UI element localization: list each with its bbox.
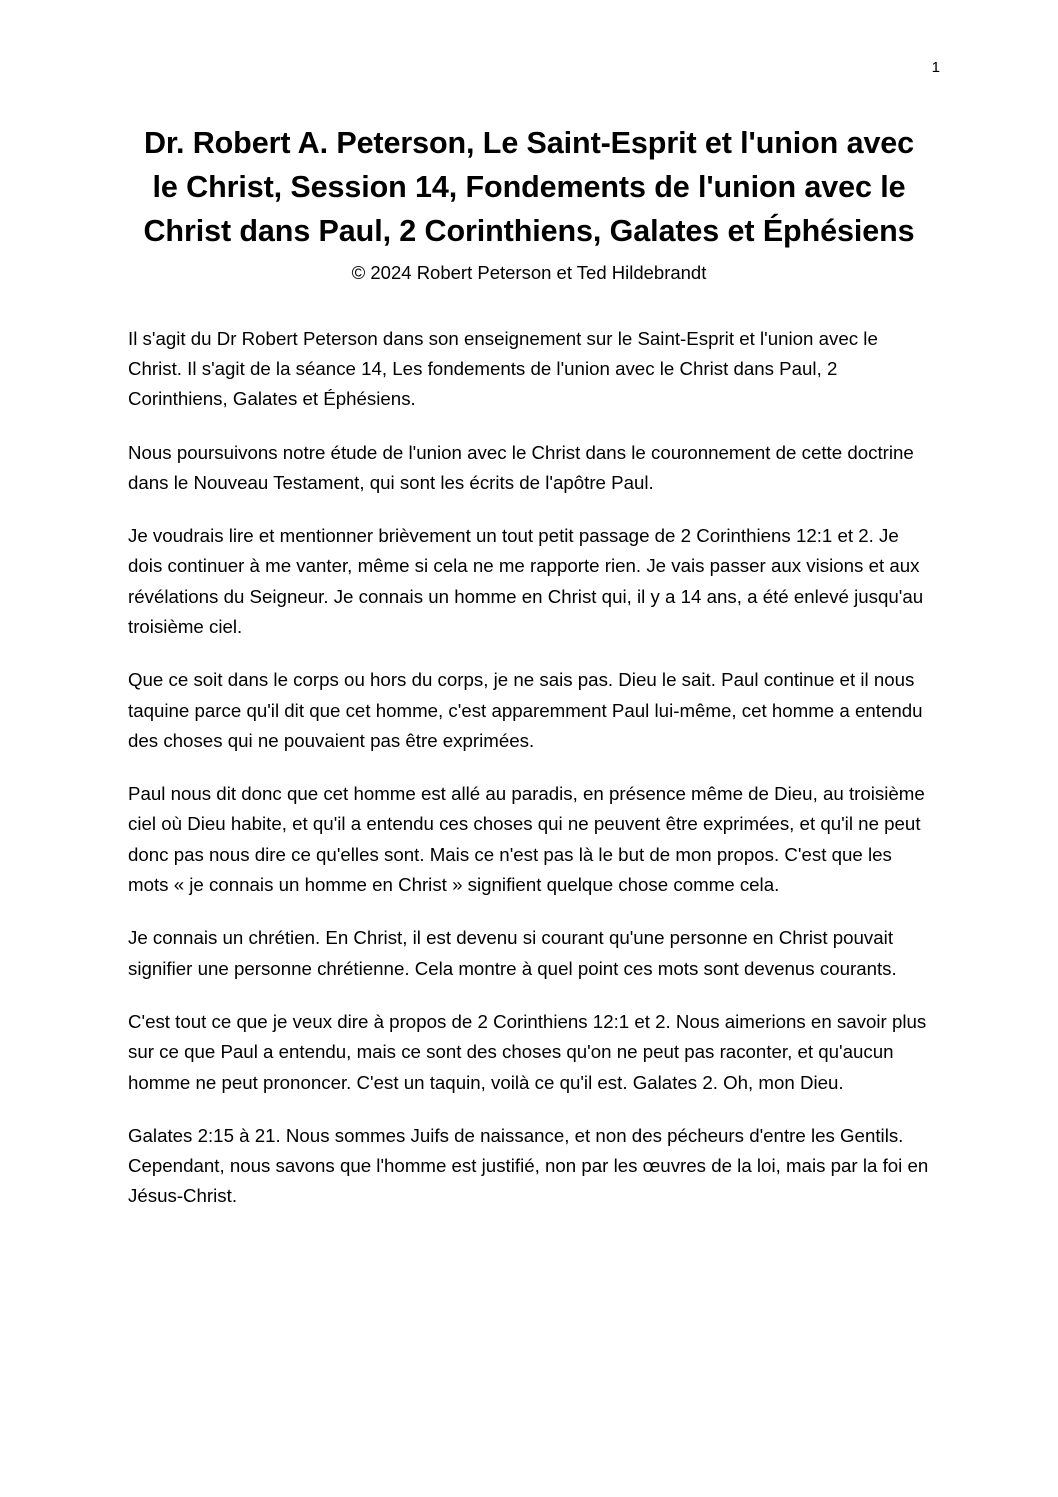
body-paragraphs <box>128 324 930 1212</box>
page-number: 1 <box>931 59 940 76</box>
paragraph: Nous poursuivons notre étude de l'union avec le Christ dans le couronnement de cette doctrine dans le Nouveau Testament, qui sont les écrits de l'apôtre Paul. <box>128 441 914 493</box>
paragraph: Je voudrais lire et mentionner brièvement un tout petit passage de 2 Corinthiens 12:1 et 2. Je dois continuer à me vanter, même si cela ne me rapporte rien. Je vais passer aux visions et aux révélations du Seigneur. Je connais un homme en Christ qui, il y a 14 ans, a été enlevé jusqu'au troisième ciel. <box>128 525 924 637</box>
paragraph: Que ce soit dans le corps ou hors du corps, je ne sais pas. Dieu le sait. Paul continue et il nous taquine parce qu'il dit que cet homme, c'est apparemment Paul lui-même, cet homme a entendu des choses qui ne pouvaient pas être exprimées. <box>128 669 923 751</box>
paragraph: Je connais un chrétien. En Christ, il est devenu si courant qu'une personne en Christ pouvait signifier une personne chrétienne. Cela montre à quel point ces mots sont devenus courants. <box>128 927 897 979</box>
page-title: Dr. Robert A. Peterson, Le Saint-Esprit et l'union avec le Christ, Session 14, Fondements de l'union avec le Christ dans Paul, 2 Corinthiens, Galates et Éphésiens <box>143 126 915 248</box>
document-content <box>128 122 930 1212</box>
copyright-line: © 2024 Robert Peterson et Ted Hildebrandt <box>351 261 707 283</box>
paragraph: Galates 2:15 à 21. Nous sommes Juifs de naissance, et non des pécheurs d'entre les Gentils. Cependant, nous savons que l'homme est justifié, non par les œuvres de la loi, mais par la foi en Jésus-Christ. <box>128 1124 929 1207</box>
paragraph: Il s'agit du Dr Robert Peterson dans son enseignement sur le Saint-Esprit et l'union avec le Christ. Il s'agit de la séance 14, Les fondements de l'union avec le Christ dans Paul, 2 Corinthiens, Galates et Éphésiens. <box>128 327 878 410</box>
paragraph: C'est tout ce que je veux dire à propos de 2 Corinthiens 12:1 et 2. Nous aimerions en savoir plus sur ce que Paul a entendu, mais ce sont des choses qu'on ne peut pas raconter, et qu'aucun homme ne peut prononcer. C'est un taquin, voilà ce qu'il est. Galates 2. Oh, mon Dieu. <box>128 1010 927 1093</box>
paragraph: Paul nous dit donc que cet homme est allé au paradis, en présence même de Dieu, au troisième ciel où Dieu habite, et qu'il a entendu ces choses qui ne peuvent être exprimées, et qu'il ne peut donc pas nous dire ce qu'elles sont. Mais ce n'est pas là le but de mon propos. C'est que les mots « je connais un homme en Christ » signifient quelque chose comme cela. <box>128 783 925 896</box>
